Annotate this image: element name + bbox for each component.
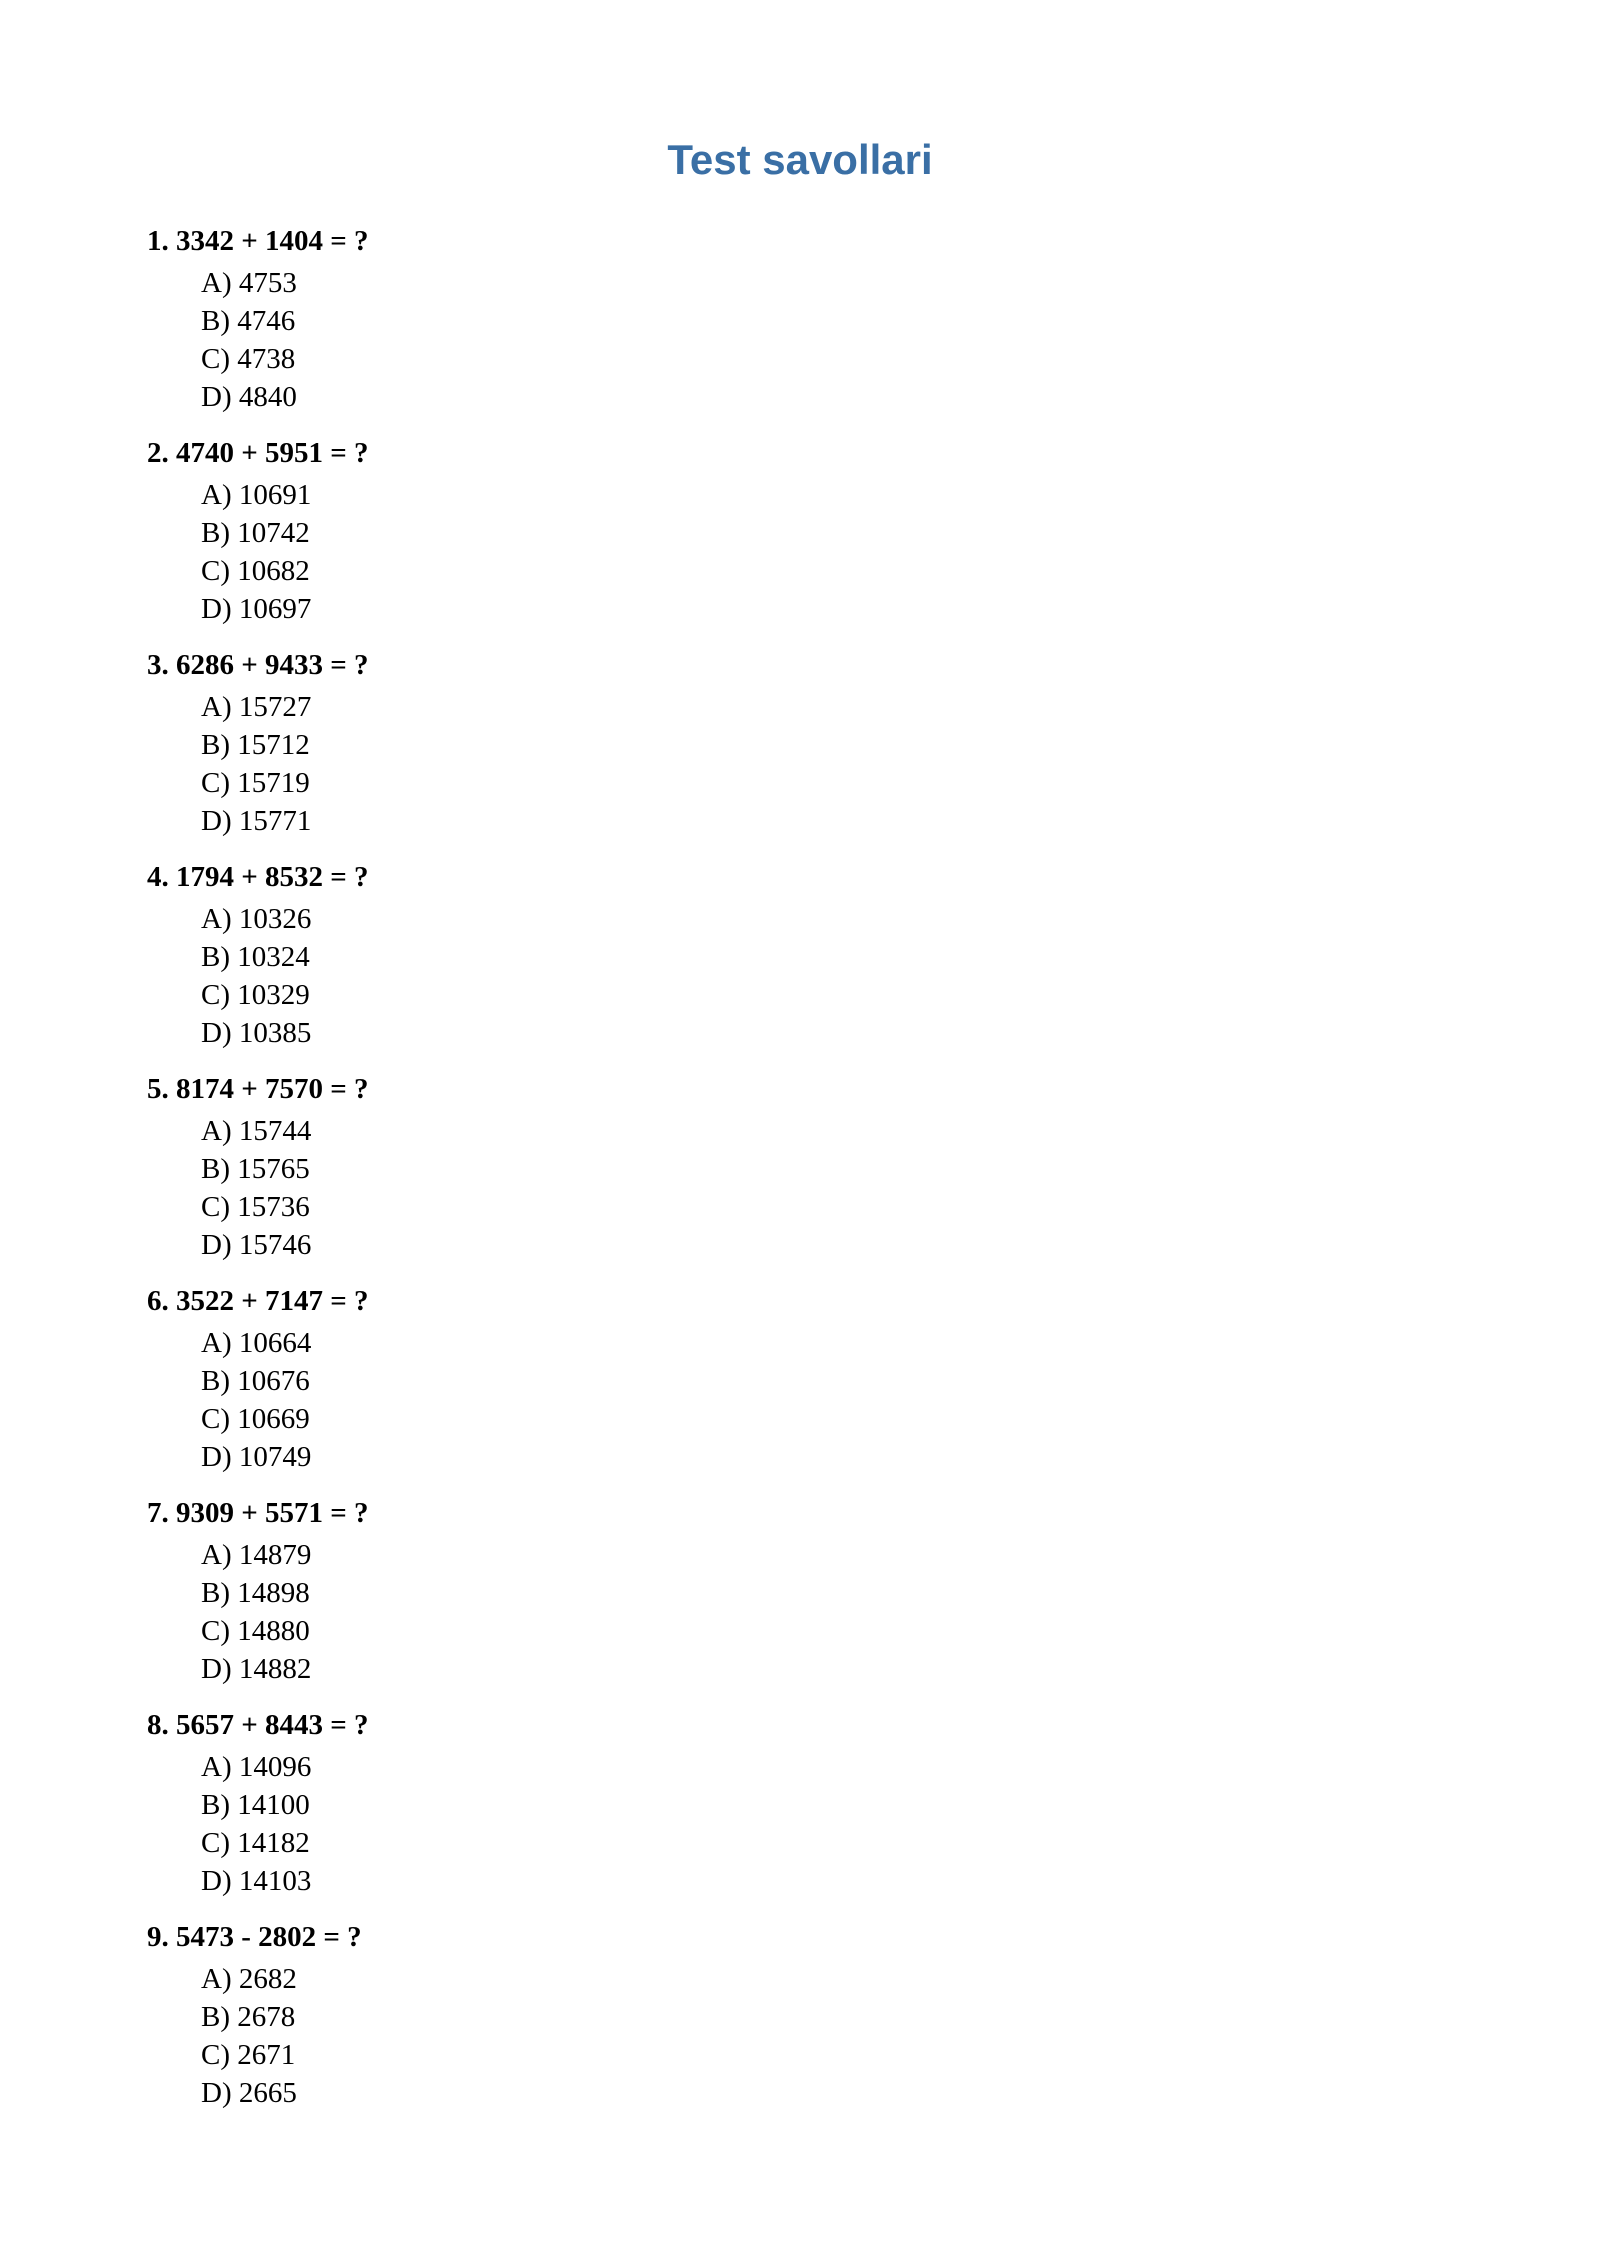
question-text: 9. 5473 - 2802 = ? <box>147 1921 362 1953</box>
answer-option-d: D) 10749 <box>201 1441 312 1473</box>
answer-option-b: B) 10742 <box>201 517 310 549</box>
question-item <box>147 222 1447 434</box>
answer-option-c: C) 2671 <box>201 2039 296 2071</box>
answer-option-a: A) 10691 <box>201 479 312 511</box>
answer-option-c: C) 15719 <box>201 767 310 799</box>
answer-option-b: B) 15765 <box>201 1153 310 1185</box>
answer-option-c: C) 10682 <box>201 555 310 587</box>
answer-option-d: D) 15771 <box>201 805 312 837</box>
question-text: 6. 3522 + 7147 = ? <box>147 1285 369 1317</box>
answer-option-a: A) 10326 <box>201 903 312 935</box>
answer-option-c: C) 10669 <box>201 1403 310 1435</box>
question-item <box>147 1706 1447 1918</box>
answer-option-b: B) 15712 <box>201 729 310 761</box>
question-text: 1. 3342 + 1404 = ? <box>147 225 369 257</box>
answer-option-a: A) 14879 <box>201 1539 312 1571</box>
answer-option-b: B) 10324 <box>201 941 310 973</box>
answer-option-b: B) 2678 <box>201 2001 296 2033</box>
answer-option-c: C) 10329 <box>201 979 310 1011</box>
answer-option-a: A) 14096 <box>201 1751 312 1783</box>
answer-option-b: B) 10676 <box>201 1365 310 1397</box>
question-text: 2. 4740 + 5951 = ? <box>147 437 369 469</box>
answer-option-c: C) 4738 <box>201 343 296 375</box>
answer-option-d: D) 14103 <box>201 1865 312 1897</box>
question-item <box>147 1282 1447 1494</box>
question-item <box>147 1918 1447 2130</box>
question-list <box>147 222 1447 2130</box>
question-item <box>147 1494 1447 1706</box>
answer-option-d: D) 10697 <box>201 593 312 625</box>
answer-option-b: B) 4746 <box>201 305 296 337</box>
answer-option-b: B) 14898 <box>201 1577 310 1609</box>
answer-option-d: D) 14882 <box>201 1653 312 1685</box>
answer-option-d: D) 4840 <box>201 381 297 413</box>
answer-option-b: B) 14100 <box>201 1789 310 1821</box>
answer-option-d: D) 10385 <box>201 1017 312 1049</box>
answer-option-a: A) 4753 <box>201 267 297 299</box>
question-text: 5. 8174 + 7570 = ? <box>147 1073 369 1105</box>
question-item <box>147 646 1447 858</box>
answer-option-d: D) 2665 <box>201 2077 297 2109</box>
question-text: 7. 9309 + 5571 = ? <box>147 1497 369 1529</box>
question-text: 8. 5657 + 8443 = ? <box>147 1709 369 1741</box>
answer-option-d: D) 15746 <box>201 1229 312 1261</box>
answer-option-c: C) 14880 <box>201 1615 310 1647</box>
answer-option-a: A) 10664 <box>201 1327 312 1359</box>
question-text: 3. 6286 + 9433 = ? <box>147 649 369 681</box>
answer-option-a: A) 15744 <box>201 1115 312 1147</box>
question-text: 4. 1794 + 8532 = ? <box>147 861 369 893</box>
document-title: Test savollari <box>667 136 933 183</box>
answer-option-c: C) 14182 <box>201 1827 310 1859</box>
question-item <box>147 1070 1447 1282</box>
answer-option-c: C) 15736 <box>201 1191 310 1223</box>
question-item <box>147 858 1447 1070</box>
answer-option-a: A) 2682 <box>201 1963 297 1995</box>
question-item <box>147 434 1447 646</box>
answer-option-a: A) 15727 <box>201 691 312 723</box>
